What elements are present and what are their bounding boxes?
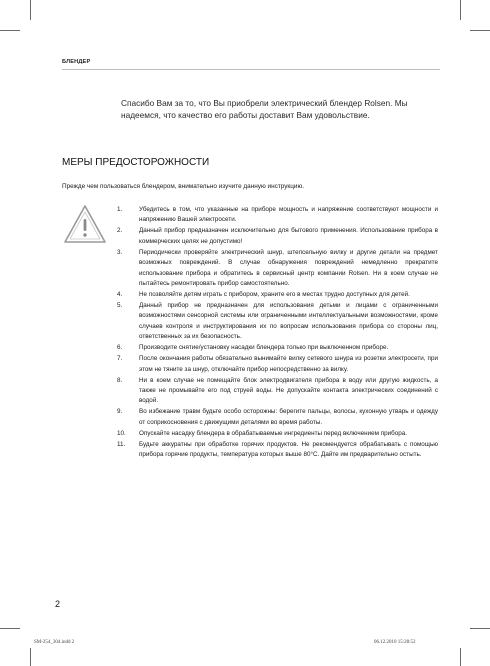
- crop-mark: [460, 0, 461, 20]
- running-header: БЛЕНДЕР: [62, 59, 91, 65]
- item-text: Периодически проверяйте электрический шнур, штепсельную вилку и другие детали на предмет возможных повреждений. В случае обнаружения повреждений немедленно прекратите использование прибора и обратитесь в сервисный центр компании Rolsen. Ни в коем случае не пытайтесь ремонтировать прибор самостоятельно.: [139, 248, 438, 288]
- item-number: 2.: [117, 227, 123, 235]
- crop-mark: [470, 628, 490, 629]
- item-text: Производите снятие/установку насадки блендера только при выключенном приборе.: [139, 344, 389, 352]
- list-item: [117, 301, 438, 343]
- item-text: Убедитесь в том, что указанные на приборе мощность и напряжение соответствуют мощности и напряжению Вашей электросети.: [139, 206, 438, 224]
- item-number: 9.: [117, 408, 123, 416]
- list-item: [117, 407, 438, 428]
- section-title: МЕРЫ ПРЕДОСТОРОЖНОСТИ: [62, 157, 210, 168]
- item-number: 3.: [117, 248, 123, 256]
- header-divider: [62, 69, 440, 70]
- item-text: Будьте аккуратны при обработке горячих продуктов. Не рекомендуется обрабатывать с помощью прибора горячие продукты, температура которых выше 80°С. Дайте им предварительно остыть.: [139, 440, 438, 459]
- footer-file-slug: SM-254_304.indd 2: [34, 640, 75, 645]
- item-number: 8.: [117, 376, 123, 384]
- crop-mark: [470, 30, 490, 31]
- warning-triangle-icon: [62, 203, 108, 245]
- list-item: [117, 205, 438, 226]
- list-item: [117, 440, 438, 461]
- list-item: [117, 343, 438, 353]
- crop-mark: [460, 648, 461, 666]
- item-text: Ни в коем случае не помещайте блок электродвигателя прибора в воду или другую жидкость, а также не промывайте его под струей воды. Не допускайте контакта электрических соединений с водой.: [139, 376, 438, 405]
- list-item: [117, 290, 438, 300]
- crop-mark: [30, 648, 31, 666]
- precautions-list: [117, 205, 438, 461]
- list-item: [117, 226, 438, 247]
- item-number: 10.: [117, 429, 126, 437]
- item-text: Данный прибор предназначен исключительно для бытового применения. Использование прибора в коммерческих целях не допустимо!: [139, 227, 438, 245]
- list-item: [117, 429, 438, 439]
- crop-mark: [0, 628, 20, 629]
- intro-instruction: Прежде чем пользоваться блендером, внимательно изучите данную инструкцию.: [62, 183, 305, 190]
- item-number: 7.: [117, 355, 123, 363]
- item-number: 6.: [117, 344, 123, 352]
- list-item: [117, 376, 438, 407]
- item-number: 5.: [117, 302, 123, 310]
- item-text: Опускайте насадку блендера в обрабатываемые ингредиенты перед включением прибора.: [139, 429, 408, 437]
- crop-mark: [30, 0, 31, 20]
- item-text: После окончания работы обязательно вынимайте вилку сетевого шнура из розетки электросети, при этом не тяните за шнур, отключайте прибор непосредственно за вилку.: [139, 355, 438, 373]
- thank-you-paragraph: Спасибо Вам за то, что Вы приобрели электрический блендер Rolsen. Мы надеемся, что качество его работы доставит Вам удовольствие.: [121, 98, 408, 121]
- item-number: 4.: [117, 291, 123, 299]
- item-text: Во избежание травм будьте особо осторожны: берегите пальцы, волосы, кухонную утварь и одежду от соприкосновения с движущими деталями во время работы.: [139, 408, 438, 426]
- item-number: 1.: [117, 206, 123, 213]
- crop-mark: [0, 30, 20, 31]
- item-text: Не позволяйте детям играть с прибором, храните его в местах трудно доступных для детей.: [139, 291, 410, 299]
- footer-timestamp: 06.12.2010 15:28:52: [374, 640, 416, 645]
- item-text: Данный прибор не предназначен для использования детьми и лицами с ограниченными возможностями сенсорной системы или ограниченными интеллектуальными возможностями, кроме случаев контроля и инструктирования их по вопросам использования прибора со стороны лиц, ответственных за их безопасность.: [139, 302, 438, 341]
- list-item: [117, 354, 438, 375]
- list-item: [117, 248, 438, 290]
- page-number: 2: [55, 599, 61, 609]
- item-number: 11.: [117, 440, 126, 448]
